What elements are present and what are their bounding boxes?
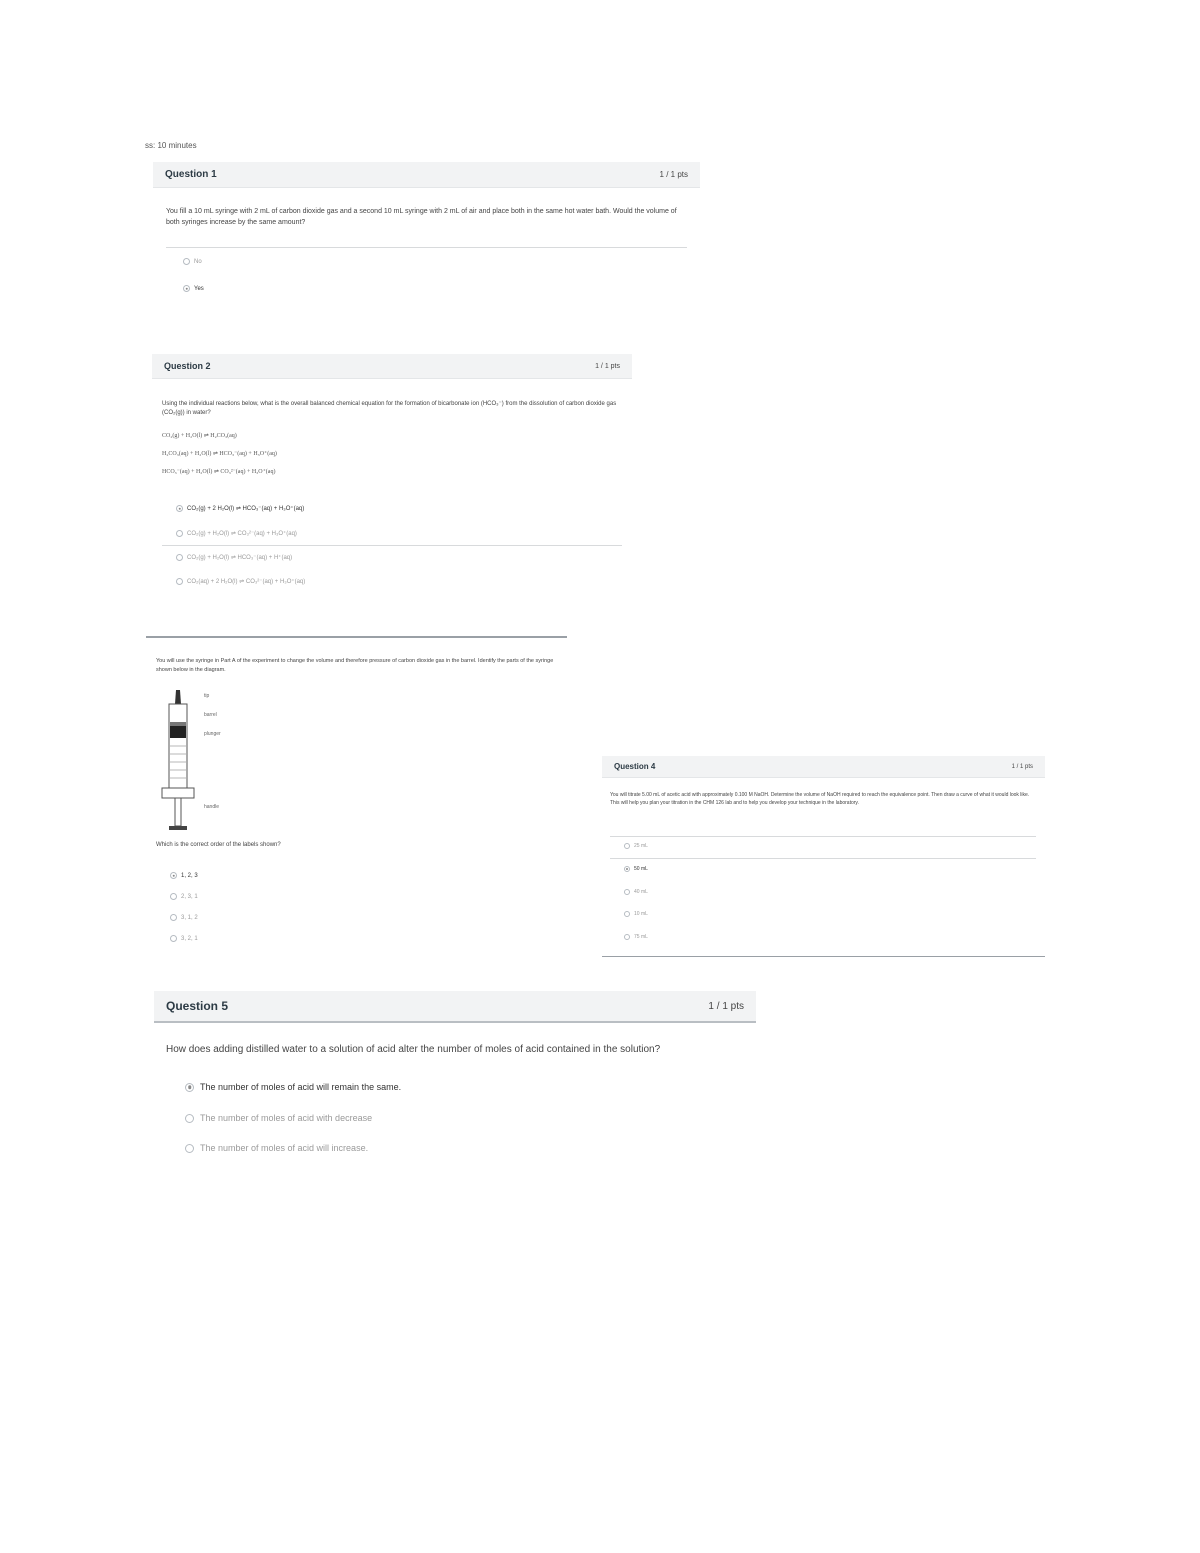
question-5-points: 1 / 1 pts — [708, 1000, 744, 1012]
question-2-title: Question 2 — [164, 361, 211, 371]
question-4-divider-1 — [610, 836, 1036, 837]
question-4-divider-2 — [610, 858, 1036, 859]
answer-label: CO₂(g) + 2 H₂O(l) ⇌ HCO₃⁻(aq) + H₃O⁺(aq) — [187, 506, 305, 512]
equation-1: CO₂(g) + H₂O(l) ⇌ H₂CO₃(aq) — [162, 433, 237, 439]
radio-selected-icon[interactable] — [183, 285, 190, 292]
question-4-answer-4[interactable] — [624, 911, 648, 917]
equation-3: HCO₃⁻(aq) + H₂O(l) ⇌ CO₃²⁻(aq) + H₃O⁺(aq) — [162, 469, 276, 475]
answer-label: CO₂(aq) + 2 H₂O(l) ⇌ CO₃²⁻(aq) + H₃O⁺(aq) — [187, 579, 306, 585]
radio-icon[interactable] — [176, 554, 183, 561]
diagram-label-4: handle — [204, 804, 220, 810]
question-5-text: How does adding distilled water to a solution of acid alter the number of moles of acid contained in the solution? — [166, 1044, 661, 1055]
question-2-divider — [162, 545, 622, 546]
question-1-answer-2[interactable] — [183, 285, 204, 292]
question-4-text: You will titrate 5.00 mL of acetic acid with approximately 0.100 M NaOH. Determine the volume of NaOH required to reach the equivalence point. Then draw a curve of what it would look like. This will help you plan your titration in the CHM 126 lab and to help you develop your technique in the laboratory. — [610, 792, 1030, 806]
question-3-text: You will use the syringe in Part A of the experiment to change the volume and therefore pressure of carbon dioxide gas in the barrel. Identify the parts of the syringe shown below in the diagram. — [156, 658, 554, 673]
answer-label: CO₂(g) + H₂O(l) ⇌ HCO₃⁻(aq) + H⁺(aq) — [187, 555, 293, 561]
question-4-answer-5[interactable] — [624, 934, 648, 940]
question-2-answer-4[interactable] — [176, 578, 305, 585]
answer-label: The number of moles of acid with decrease — [200, 1113, 373, 1123]
radio-icon[interactable] — [624, 911, 630, 917]
answer-label: The number of moles of acid will remain the same. — [200, 1082, 402, 1092]
radio-selected-icon[interactable] — [185, 1083, 194, 1092]
diagram-label-1: tip — [204, 693, 210, 699]
question-4-points: 1 / 1 pts — [1011, 763, 1033, 770]
question-2-header — [152, 354, 632, 379]
question-3-answer-2[interactable] — [170, 893, 198, 900]
question-5-card — [154, 991, 756, 1023]
syringe-flange — [162, 788, 194, 798]
radio-icon[interactable] — [185, 1114, 194, 1123]
question-4-title: Question 4 — [614, 762, 656, 771]
question-3-top-divider — [146, 636, 567, 638]
question-1-title: Question 1 — [165, 169, 217, 180]
question-4-bottom-divider — [602, 956, 1045, 957]
answer-label: 3, 2, 1 — [181, 935, 198, 942]
radio-icon[interactable] — [170, 914, 177, 921]
question-4-answer-3[interactable] — [624, 889, 648, 895]
diagram-label-2: barrel — [204, 712, 217, 718]
answer-label: Yes — [194, 285, 204, 292]
syringe-diagram — [160, 688, 200, 836]
radio-icon[interactable] — [624, 889, 630, 895]
question-3-answer-3[interactable] — [170, 914, 198, 921]
question-5-title: Question 5 — [166, 999, 229, 1013]
question-4-header — [602, 756, 1045, 778]
answer-label: 25 mL — [634, 843, 648, 849]
question-2-card — [152, 354, 632, 379]
radio-selected-icon[interactable] — [624, 866, 630, 872]
diagram-label-3: plunger — [204, 731, 221, 737]
radio-icon[interactable] — [170, 893, 177, 900]
radio-selected-icon[interactable] — [176, 505, 183, 512]
radio-icon[interactable] — [183, 258, 190, 265]
question-2-text: Using the individual reactions below, what is the overall balanced chemical equation for the formation of bicarbonate ion (HCO₃⁻) from the dissolution of carbon dioxide gas (CO₂(g)) in water? — [162, 401, 617, 417]
question-4-answer-1[interactable] — [624, 843, 648, 849]
question-5-answer-2[interactable] — [185, 1113, 372, 1123]
question-1-points: 1 / 1 pts — [659, 170, 688, 179]
question-1-header — [153, 162, 700, 188]
question-4-answer-2[interactable] — [624, 866, 648, 872]
question-1-card — [153, 162, 700, 188]
question-2-answer-1[interactable] — [176, 505, 304, 512]
radio-icon[interactable] — [176, 578, 183, 585]
question-3-answer-1[interactable] — [170, 872, 198, 879]
question-2-answer-3[interactable] — [176, 554, 292, 561]
syringe-rod — [175, 798, 181, 826]
question-5-header — [154, 991, 756, 1023]
syringe-tip — [175, 690, 181, 704]
radio-icon[interactable] — [624, 843, 630, 849]
quiz-time-note: ss: 10 minutes — [145, 141, 197, 150]
radio-icon[interactable] — [624, 934, 630, 940]
answer-label: 2, 3, 1 — [181, 893, 198, 900]
question-3-prompt: Which is the correct order of the labels shown? — [156, 842, 281, 848]
answer-label: 40 mL — [634, 889, 648, 895]
answer-label: 75 mL — [634, 934, 648, 940]
question-5-answer-1[interactable] — [185, 1082, 401, 1092]
answer-label: 1, 2, 3 — [181, 872, 198, 879]
syringe-plunger-seal — [170, 726, 186, 738]
answer-label: 50 mL — [634, 866, 648, 872]
radio-icon[interactable] — [176, 530, 183, 537]
answer-label: CO₂(g) + H₂O(l) ⇌ CO₃²⁻(aq) + H₃O⁺(aq) — [187, 531, 297, 537]
question-1-text: You fill a 10 mL syringe with 2 mL of carbon dioxide gas and a second 10 mL syringe with 2 mL of air and place both in the same hot water bath. Would the volume of both syringes increase by the same amount? — [166, 208, 677, 226]
answer-label: The number of moles of acid will increase. — [200, 1143, 369, 1153]
question-2-points: 1 / 1 pts — [595, 362, 620, 370]
syringe-handle — [169, 826, 187, 830]
radio-icon[interactable] — [170, 935, 177, 942]
radio-selected-icon[interactable] — [170, 872, 177, 879]
syringe-plunger-ring — [170, 722, 186, 726]
question-5-answer-3[interactable] — [185, 1143, 368, 1153]
question-1-answer-1[interactable] — [183, 258, 202, 265]
question-1-divider — [166, 247, 687, 248]
answer-label: 3, 1, 2 — [181, 914, 198, 921]
answer-label: No — [194, 258, 202, 265]
radio-icon[interactable] — [185, 1144, 194, 1153]
question-4-card — [602, 756, 1045, 778]
answer-label: 10 mL — [634, 911, 648, 917]
question-2-answer-2[interactable] — [176, 530, 297, 537]
question-3-answer-4[interactable] — [170, 935, 198, 942]
equation-2: H₂CO₃(aq) + H₂O(l) ⇌ HCO₃⁻(aq) + H₃O⁺(aq) — [162, 451, 277, 457]
